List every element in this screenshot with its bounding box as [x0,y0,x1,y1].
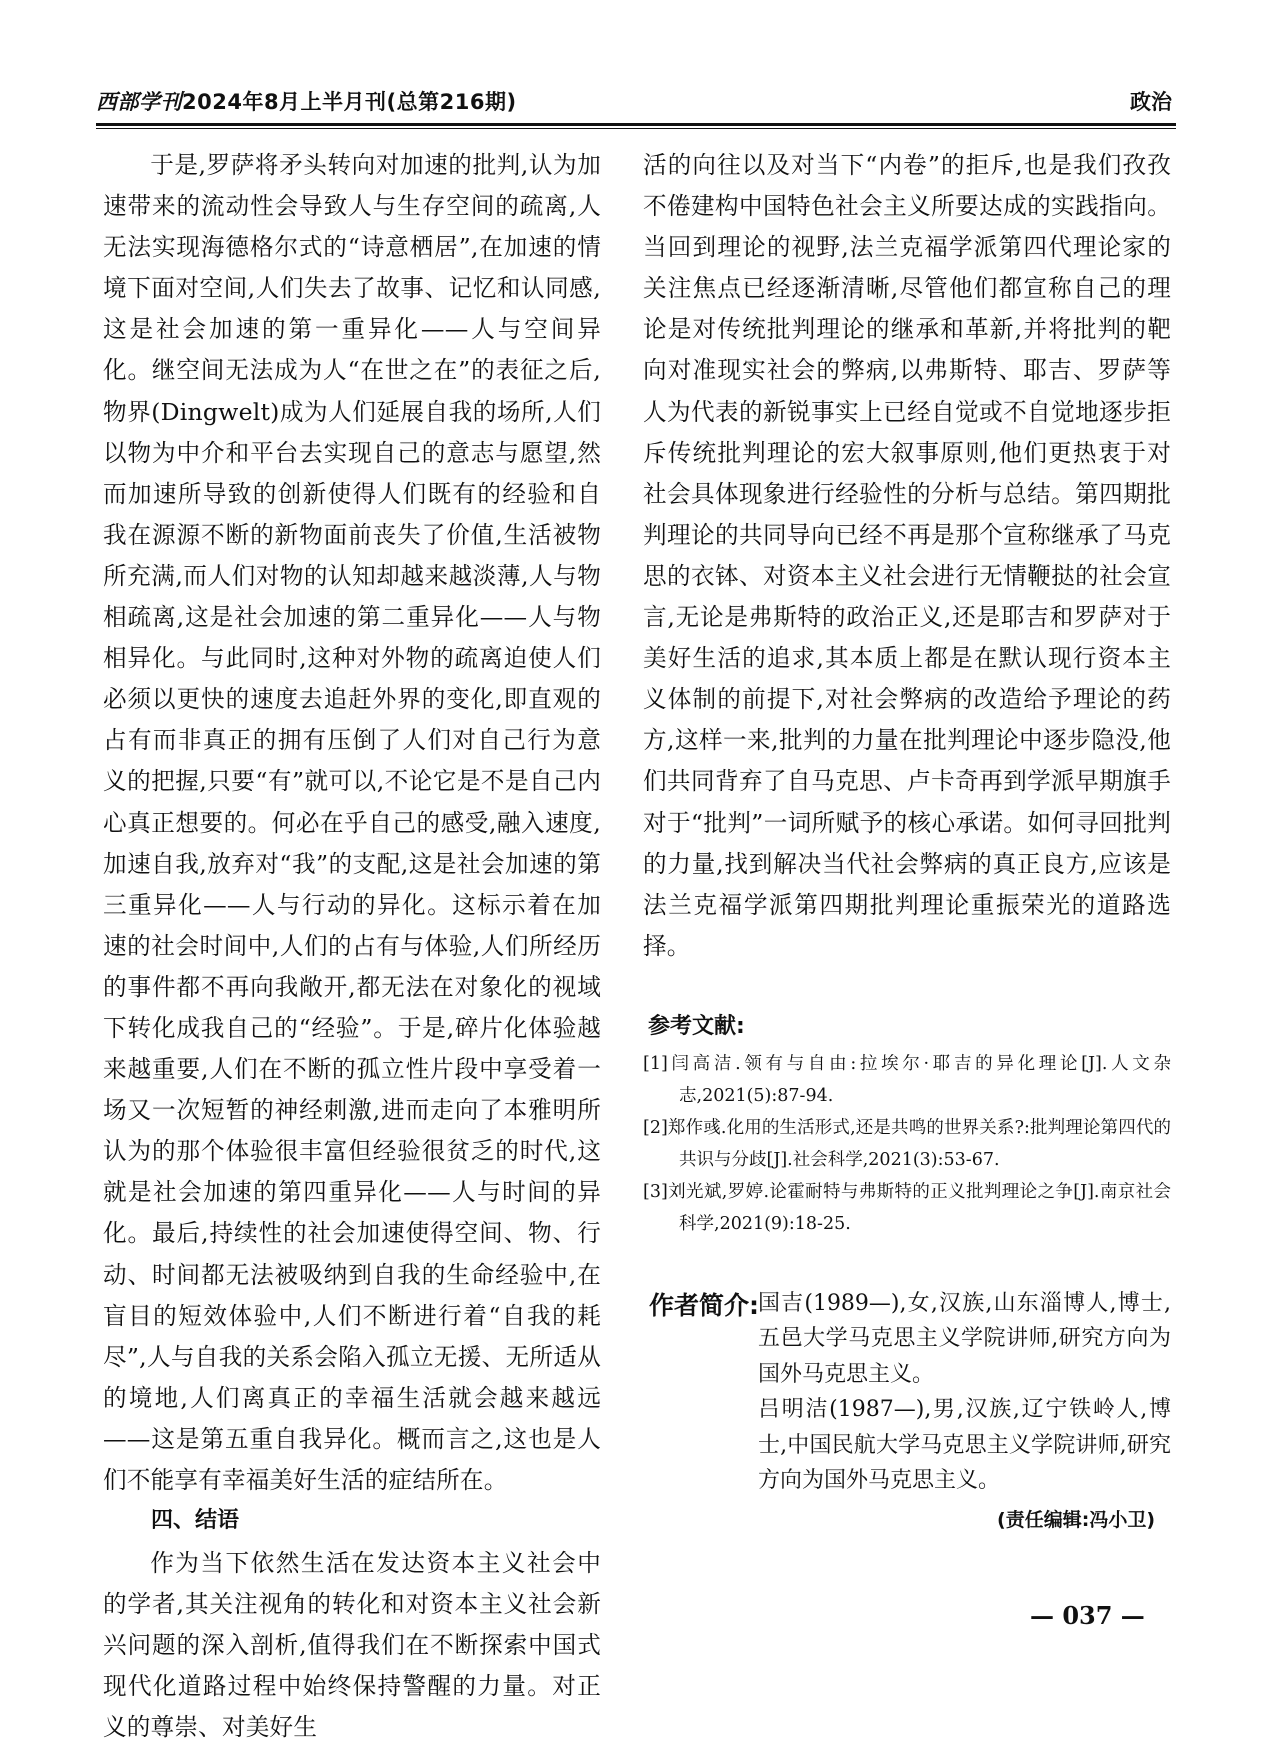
references-list [643,1048,1171,1240]
reference-item: [1]闫高洁.领有与自由:拉埃尔·耶吉的异化理论[J].人文杂志,2021(5):87-94. [643,1053,1171,1106]
author-info [643,1286,1171,1499]
header-rule-thick [96,123,1176,126]
right-column [643,145,1171,1532]
author-label: 作者简介: [649,1290,759,1320]
body-paragraph: 于是,罗萨将矛头转向对加速的批判,认为加速带来的流动性会导致人与生存空间的疏离,人无法实现海德格尔式的“诗意栖居”,在加速的情境下面对空间,人们失去了故事、记忆和认同感,这是社会加速的第一重异化——人与空间异化。继空间无法成为人“在世之在”的表征之后,物界(Dingwelt)成为人们延展自我的场所,人们以物为中介和平台去实现自己的意志与愿望,然而加速所导致的创新使得人们既有的经验和自我在源源不断的新物面前丧失了价值,生活被物所充满,而人们对物的认知却越来越淡薄,人与物相疏离,这是社会加速的第二重异化——人与物相异化。与此同时,这种对外物的疏离迫使人们必须以更快的速度去追赶外界的变化,即直观的占有而非真正的拥有压倒了人们对自己行为意义的把握,只要“有”就可以,不论它是不是自己内心真正想要的。何必在乎自己的感受,融入速度,加速自我,放弃对“我”的支配,这是社会加速的第三重异化——人与行动的异化。这标示着在加速的社会时间中,人们的占有与体验,人们所经历的事件都不再向我敞开,都无法在对象化的视域下转化成我自己的“经验”。于是,碎片化体验越来越重要,人们在不断的孤立性片段中享受着一场又一次短暂的神经刺激,进而走向了本雅明所认为的那个体验很丰富但经验很贫乏的时代,这就是社会加速的第四重异化——人与时间的异化。最后,持续性的社会加速使得空间、物、行动、时间都无法被吸纳到自我的生命经验中,在盲目的短效体验中,人们不断进行着“自我的耗尽”,人与自我的关系会陷入孤立无援、无所适从的境地,人们离真正的幸福生活就会越来越远——这是第五重自我异化。概而言之,这也是人们不能享有幸福美好生活的症结所在。 [103,151,601,1494]
left-column [103,145,601,1749]
body-paragraph-continued: 活的向往以及对当下“内卷”的拒斥,也是我们孜孜不倦建构中国特色社会主义所要达成的实践指向。当回到理论的视野,法兰克福学派第四代理论家的关注焦点已经逐渐清晰,尽管他们都宣称自己的理论是对传统批判理论的继承和革新,并将批判的靶向对准现实社会的弊病,以弗斯特、耶吉、罗萨等人为代表的新锐事实上已经自觉或不自觉地逐步拒斥传统批判理论的宏大叙事原则,他们更热衷于对社会具体现象进行经验性的分析与总结。第四期批判理论的共同导向已经不再是那个宣称继承了马克思的衣钵、对资本主义社会进行无情鞭挞的社会宣言,无论是弗斯特的政治正义,还是耶吉和罗萨对于美好生活的追求,其本质上都是在默认现行资本主义体制的前提下,对社会弊病的改造给予理论的药方,这样一来,批判的力量在批判理论中逐步隐没,他们共同背弃了自马克思、卢卡奇再到学派早期旗手对于“批判”一词所赋予的核心承诺。如何寻回批判的力量,找到解决当代社会弊病的真正良方,应该是法兰克福学派第四期批判理论重振荣光的道路选择。 [643,151,1171,960]
section-name: 政治 [1130,90,1172,114]
journal-logo: 西部学刊 [96,89,182,114]
body-paragraph: 作为当下依然生活在发达资本主义社会中的学者,其关注视角的转化和对资本主义社会新兴问题的深入剖析,值得我们在不断探索中国式现代化道路过程中始终保持警醒的力量。对正义的尊崇、对美好生 [103,1549,601,1742]
author-bio: 国吉(1989—),女,汉族,山东淄博人,博士,五邑大学马克思主义学院讲师,研究方向为国外马克思主义。 [758,1290,1171,1387]
page-number: — 037 — [1030,1601,1145,1630]
page-header [96,86,1176,122]
header-rule-thin [96,128,1176,129]
section-heading: 四、结语 [151,1508,240,1534]
journal-issue: 2024年8月上半月刊(总第216期) [182,90,517,114]
reference-item: [3]刘光斌,罗婷.论霍耐特与弗斯特的正义批判理论之争[J].南京社会科学,2021(9):18-25. [643,1181,1171,1234]
author-bio: 吕明洁(1987—),男,汉族,辽宁铁岭人,博士,中国民航大学马克思主义学院讲师,研究方向为国外马克思主义。 [758,1397,1171,1494]
responsible-editor: (责任编辑:冯小卫) [997,1508,1155,1531]
journal-title [96,86,517,116]
references-heading: 参考文献: [648,1013,745,1039]
reference-item: [2]郑作彧.化用的生活形式,还是共鸣的世界关系?:批判理论第四代的共识与分歧[J].社会科学,2021(3):53-67. [643,1117,1171,1170]
